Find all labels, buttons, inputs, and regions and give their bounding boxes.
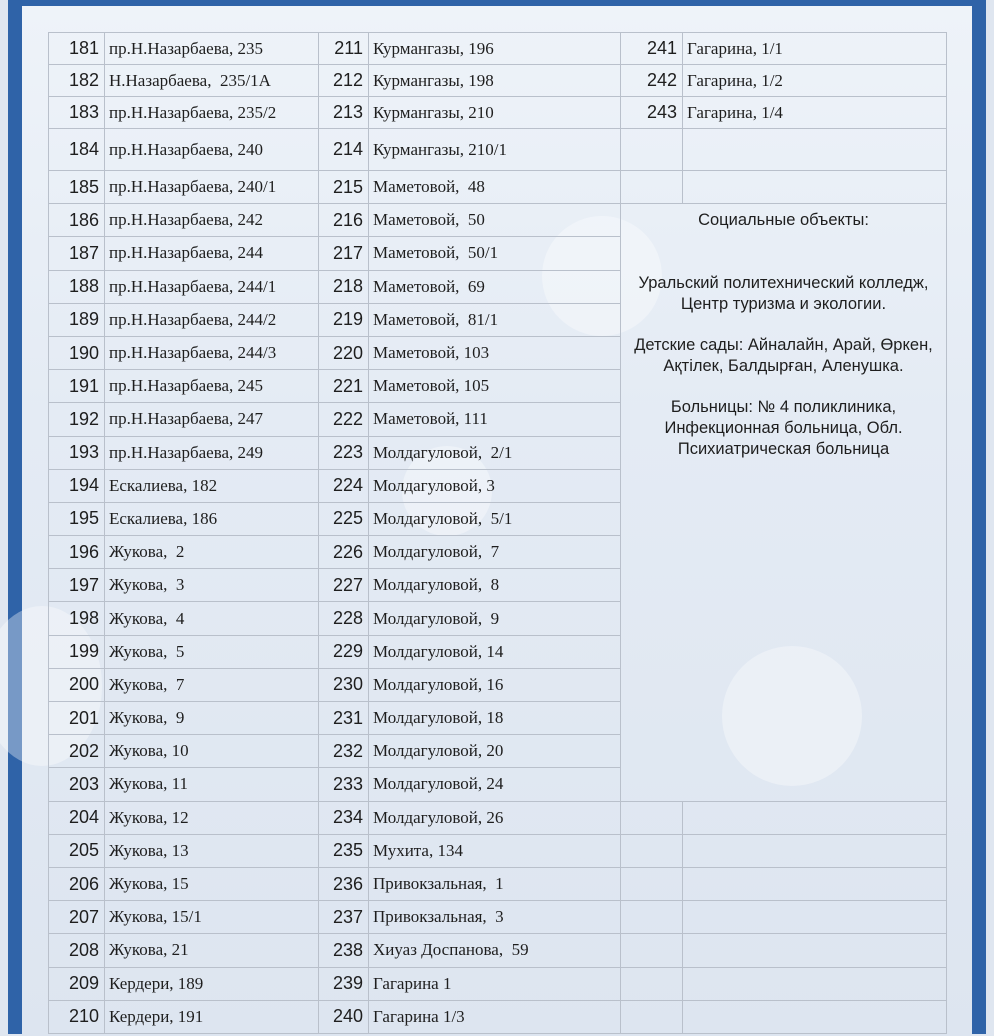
address: Жукова, 7	[105, 668, 319, 701]
table-row	[49, 901, 947, 934]
row-number: 214	[319, 129, 369, 171]
row-number: 243	[621, 97, 683, 129]
row-number: 212	[319, 65, 369, 97]
table-row	[49, 65, 947, 97]
row-number: 233	[319, 768, 369, 801]
address	[683, 967, 947, 1000]
row-number: 228	[319, 602, 369, 635]
table-row	[49, 834, 947, 867]
address	[683, 867, 947, 900]
table-row	[49, 867, 947, 900]
row-number: 203	[49, 768, 105, 801]
row-number: 193	[49, 436, 105, 469]
address: пр.Н.Назарбаева, 240	[105, 129, 319, 171]
address: Жукова, 3	[105, 569, 319, 602]
address: Жукова, 2	[105, 536, 319, 569]
row-number: 225	[319, 502, 369, 535]
row-number: 234	[319, 801, 369, 834]
table-row	[49, 33, 947, 65]
address: Привокзальная, 1	[369, 867, 621, 900]
address: Молдагуловой, 20	[369, 735, 621, 768]
row-number: 198	[49, 602, 105, 635]
address: пр.Н.Назарбаева, 247	[105, 403, 319, 436]
row-number: 238	[319, 934, 369, 967]
row-number: 205	[49, 834, 105, 867]
address: Молдагуловой, 7	[369, 536, 621, 569]
row-number: 187	[49, 237, 105, 270]
address: Курмангазы, 210/1	[369, 129, 621, 171]
address: Молдагуловой, 16	[369, 668, 621, 701]
address: Жукова, 13	[105, 834, 319, 867]
address-table	[48, 32, 947, 1034]
row-number	[621, 1000, 683, 1033]
address: Н.Назарбаева, 235/1А	[105, 65, 319, 97]
row-number: 183	[49, 97, 105, 129]
row-number: 242	[621, 65, 683, 97]
social-college: Уральский политехнический колледж, Центр туризма и экологии.	[638, 274, 929, 314]
social-hospitals: Больницы: № 4 поликлиника, Инфекционная больница, Обл. Психиатрическая больница	[664, 398, 903, 459]
address	[683, 129, 947, 171]
row-number: 200	[49, 668, 105, 701]
address: Курмангазы, 198	[369, 65, 621, 97]
address: Кердери, 189	[105, 967, 319, 1000]
row-number: 216	[319, 204, 369, 237]
row-number: 219	[319, 303, 369, 336]
address: Жукова, 21	[105, 934, 319, 967]
table-row	[49, 204, 947, 237]
address: Жукова, 4	[105, 602, 319, 635]
address	[683, 901, 947, 934]
address: Маметовой, 48	[369, 171, 621, 204]
address: пр.Н.Назарбаева, 235/2	[105, 97, 319, 129]
row-number: 232	[319, 735, 369, 768]
row-number: 199	[49, 635, 105, 668]
row-number: 210	[49, 1000, 105, 1033]
table-row	[49, 934, 947, 967]
row-number: 202	[49, 735, 105, 768]
row-number: 211	[319, 33, 369, 65]
address: Гагарина, 1/2	[683, 65, 947, 97]
address: пр.Н.Назарбаева, 242	[105, 204, 319, 237]
address: пр.Н.Назарбаева, 235	[105, 33, 319, 65]
row-number: 221	[319, 370, 369, 403]
row-number: 239	[319, 967, 369, 1000]
row-number: 192	[49, 403, 105, 436]
address	[683, 834, 947, 867]
row-number	[621, 801, 683, 834]
address: Маметовой, 50	[369, 204, 621, 237]
address: Жукова, 5	[105, 635, 319, 668]
table-row	[49, 129, 947, 171]
row-number: 220	[319, 336, 369, 369]
row-number: 190	[49, 336, 105, 369]
address: пр.Н.Назарбаева, 240/1	[105, 171, 319, 204]
address: Молдагуловой, 18	[369, 702, 621, 735]
row-number: 197	[49, 569, 105, 602]
address	[683, 1000, 947, 1033]
address: Гагарина, 1/4	[683, 97, 947, 129]
address: Хиуаз Доспанова, 59	[369, 934, 621, 967]
row-number	[621, 867, 683, 900]
address: пр.Н.Назарбаева, 245	[105, 370, 319, 403]
social-kindergartens: Детские сады: Айналайн, Арай, Өркен, Ақтілек, Балдырған, Аленушка.	[634, 336, 933, 376]
row-number	[621, 934, 683, 967]
address: Жукова, 11	[105, 768, 319, 801]
row-number: 229	[319, 635, 369, 668]
address: Привокзальная, 3	[369, 901, 621, 934]
address: Молдагуловой, 5/1	[369, 502, 621, 535]
address: Курмангазы, 196	[369, 33, 621, 65]
row-number: 215	[319, 171, 369, 204]
social-title: Социальные объекты:	[698, 211, 869, 230]
row-number: 226	[319, 536, 369, 569]
address: Гагарина 1	[369, 967, 621, 1000]
address: Жукова, 15	[105, 867, 319, 900]
row-number: 182	[49, 65, 105, 97]
address: Маметовой, 69	[369, 270, 621, 303]
row-number: 194	[49, 469, 105, 502]
row-number: 201	[49, 702, 105, 735]
row-number: 191	[49, 370, 105, 403]
row-number: 217	[319, 237, 369, 270]
row-number: 207	[49, 901, 105, 934]
address: Маметовой, 105	[369, 370, 621, 403]
row-number: 224	[319, 469, 369, 502]
row-number: 195	[49, 502, 105, 535]
row-number	[621, 834, 683, 867]
row-number: 230	[319, 668, 369, 701]
address	[683, 934, 947, 967]
address: пр.Н.Назарбаева, 249	[105, 436, 319, 469]
address: Маметовой, 103	[369, 336, 621, 369]
row-number: 237	[319, 901, 369, 934]
address: пр.Н.Назарбаева, 244/2	[105, 303, 319, 336]
row-number: 218	[319, 270, 369, 303]
row-number: 235	[319, 834, 369, 867]
address	[683, 171, 947, 204]
address: Маметовой, 50/1	[369, 237, 621, 270]
address: Ескалиева, 186	[105, 502, 319, 535]
row-number: 222	[319, 403, 369, 436]
address: Жукова, 10	[105, 735, 319, 768]
table-row	[49, 97, 947, 129]
address: пр.Н.Назарбаева, 244/1	[105, 270, 319, 303]
address: Жукова, 12	[105, 801, 319, 834]
table-row	[49, 171, 947, 204]
address: Жукова, 15/1	[105, 901, 319, 934]
address: Маметовой, 111	[369, 403, 621, 436]
row-number: 185	[49, 171, 105, 204]
address: пр.Н.Назарбаева, 244/3	[105, 336, 319, 369]
row-number	[621, 129, 683, 171]
row-number: 189	[49, 303, 105, 336]
address: пр.Н.Назарбаева, 244	[105, 237, 319, 270]
address: Молдагуловой, 3	[369, 469, 621, 502]
address	[683, 801, 947, 834]
row-number: 196	[49, 536, 105, 569]
address: Молдагуловой, 9	[369, 602, 621, 635]
table-row	[49, 967, 947, 1000]
row-number: 208	[49, 934, 105, 967]
address: Жукова, 9	[105, 702, 319, 735]
row-number: 209	[49, 967, 105, 1000]
address: Молдагуловой, 26	[369, 801, 621, 834]
row-number: 240	[319, 1000, 369, 1033]
social-objects-block	[621, 204, 947, 801]
table-row	[49, 1000, 947, 1033]
address: Молдагуловой, 8	[369, 569, 621, 602]
row-number	[621, 901, 683, 934]
address: Молдагуловой, 14	[369, 635, 621, 668]
address: Молдагуловой, 24	[369, 768, 621, 801]
address: Курмангазы, 210	[369, 97, 621, 129]
address: Ескалиева, 182	[105, 469, 319, 502]
row-number: 206	[49, 867, 105, 900]
row-number: 236	[319, 867, 369, 900]
row-number: 186	[49, 204, 105, 237]
row-number	[621, 171, 683, 204]
row-number: 227	[319, 569, 369, 602]
row-number: 223	[319, 436, 369, 469]
row-number: 231	[319, 702, 369, 735]
row-number: 204	[49, 801, 105, 834]
address: Кердери, 191	[105, 1000, 319, 1033]
table-row	[49, 801, 947, 834]
address: Маметовой, 81/1	[369, 303, 621, 336]
address: Гагарина 1/3	[369, 1000, 621, 1033]
row-number: 188	[49, 270, 105, 303]
row-number: 213	[319, 97, 369, 129]
address: Гагарина, 1/1	[683, 33, 947, 65]
row-number: 184	[49, 129, 105, 171]
row-number	[621, 967, 683, 1000]
row-number: 181	[49, 33, 105, 65]
address: Мухита, 134	[369, 834, 621, 867]
row-number: 241	[621, 33, 683, 65]
address: Молдагуловой, 2/1	[369, 436, 621, 469]
